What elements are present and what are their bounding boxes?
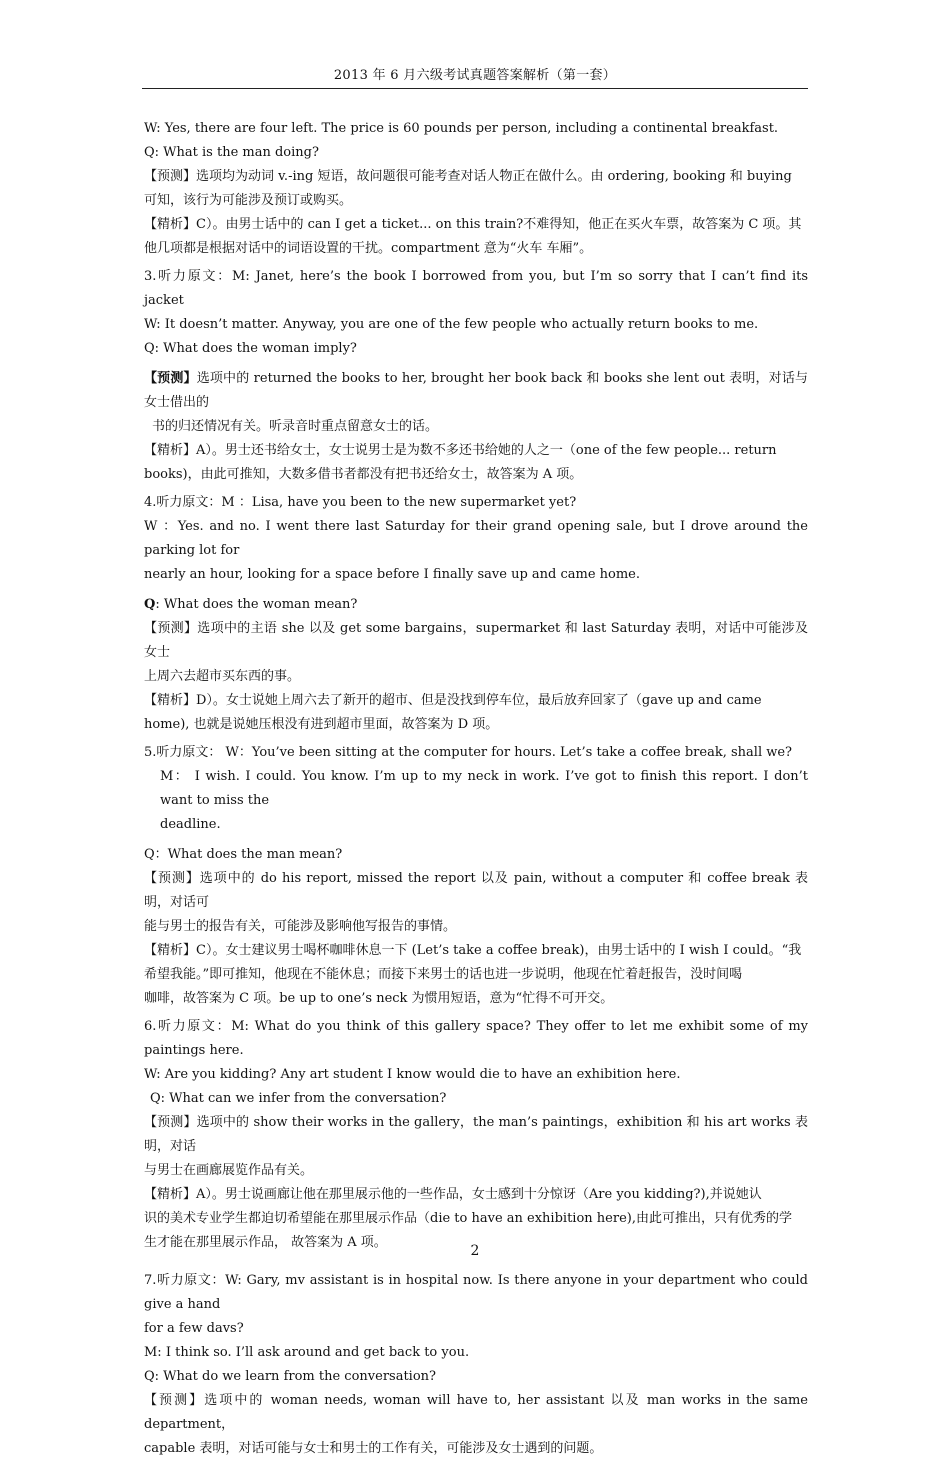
question-line: Q：What does the man mean? bbox=[144, 847, 343, 862]
analysis-line: 生才能在那里展示作品， 故答案为 A 项。 bbox=[144, 1235, 387, 1250]
dialogue-line: W: Are you kidding? Any art student I know would die to have an exhibition here. bbox=[144, 1067, 681, 1082]
question-line: Q: What does the woman imply? bbox=[144, 341, 357, 356]
item-4-transcript: 4.听力原文：M ：Lisa, have you been to the new supermarket yet? bbox=[144, 495, 577, 510]
dialogue-line: W ：Yes. and no. I went there last Saturday for their grand opening sale, but I drove around the parking lot for bbox=[144, 519, 808, 558]
analysis-line: 【精析】C）。女士建议男士喝杯咖啡休息一下 (Let’s take a coffee break)，由男士话中的 I wish I could。“我 bbox=[144, 943, 802, 958]
prediction-line: 能与男士的报告有关，可能涉及影响他写报告的事情。 bbox=[144, 919, 457, 934]
dialogue-line: W: Yes, there are four left. The price is 60 pounds per person, including a continental breakfast. bbox=[144, 121, 779, 136]
prediction-line: 【预测】选项中的 woman needs, woman will have to, her assistant 以及 man works in the same department， bbox=[144, 1393, 808, 1432]
analysis-line: 咖啡，故答案为 C 项。be up to one’s neck 为惯用短语，意为“忙得不可开交。 bbox=[144, 991, 614, 1006]
prediction-line: 上周六去超市买东西的事。 bbox=[144, 669, 301, 684]
prediction-line: 与男士在画廊展览作品有关。 bbox=[144, 1163, 314, 1178]
analysis-line: 【精析】A）。男士说画廊让他在那里展示他的一些作品，女士感到十分惊讶（Are you kidding?),并说她认 bbox=[144, 1187, 762, 1202]
item-7-transcript: 7.听力原文：W: Gary, mv assistant is in hospital now. Is there anyone in your department who could give a hand bbox=[144, 1273, 808, 1312]
analysis-line: 【精析】C）。由男士话中的 can I get a ticket... on this train?不难得知，他正在买火车票，故答案为 C 项。其 bbox=[144, 217, 802, 232]
analysis-line: home), 也就是说她压根没有进到超市里面，故答案为 D 项。 bbox=[144, 717, 499, 732]
prediction-line: 【预测】选项均为动词 v.-ing 短语，故问题很可能考查对话人物正在做什么。由 ordering, booking 和 buying bbox=[144, 169, 792, 184]
document-body bbox=[144, 117, 808, 1461]
analysis-line: 【精析】D）。女士说她上周六去了新开的超市、但是没找到停车位，最后放弃回家了（gave up and came bbox=[144, 693, 762, 708]
analysis-line: 识的美术专业学生都迫切希望能在那里展示作品（die to have an exhibition here),由此可推出，只有优秀的学 bbox=[144, 1211, 792, 1226]
prediction-line: 可知，该行为可能涉及预订或购买。 bbox=[144, 193, 353, 208]
dialogue-line: nearly an hour, looking for a space before I finally save up and came home. bbox=[144, 567, 641, 582]
prediction-tag: 【预测】 bbox=[144, 371, 197, 386]
dialogue-line: for a few davs? bbox=[144, 1321, 244, 1336]
prediction-line: 【预测】选项中的 show their works in the gallery，the man’s paintings，exhibition 和 his art works 表明，对话 bbox=[144, 1115, 808, 1154]
dialogue-line: deadline. bbox=[160, 817, 221, 832]
item-3-transcript: 3.听力原文：M: Janet, here’s the book I borrowed from you, but I’m so sorry that I can’t find its jacket bbox=[144, 269, 808, 308]
question-line: Q: What can we infer from the conversation? bbox=[150, 1091, 447, 1106]
analysis-line: 【精析】A）。男士还书给女士，女士说男士是为数不多还书给她的人之一（one of the few people... return bbox=[144, 443, 777, 458]
dialogue-line: W: It doesn’t matter. Anyway, you are one of the few people who actually return books to me. bbox=[144, 317, 759, 332]
prediction-line: capable 表明，对话可能与女士和男士的工作有关，可能涉及女士遇到的问题。 bbox=[144, 1441, 603, 1456]
question-line: Q: What is the man doing? bbox=[144, 145, 319, 160]
prediction-line: 【预测】选项中的主语 she 以及 get some bargains，supermarket 和 last Saturday 表明，对话中可能涉及女士 bbox=[144, 621, 808, 660]
question-line: Q: What do we learn from the conversation? bbox=[144, 1369, 437, 1384]
question-line: Q: What does the woman mean? bbox=[144, 597, 358, 612]
dialogue-line: M： I wish. I could. You know. I’m up to my neck in work. I’ve got to finish this report. I don’t want to miss the bbox=[160, 769, 808, 808]
analysis-line: books)，由此可推知，大数多借书者都没有把书还给女士，故答案为 A 项。 bbox=[144, 467, 583, 482]
prediction-line: 【预测】选项中的 do his report, missed the report 以及 pain, without a computer 和 coffee break 表明，对话可 bbox=[144, 871, 808, 910]
analysis-line: 他几项都是根据对话中的词语设置的干扰。compartment 意为“火车 车厢”。 bbox=[144, 241, 593, 256]
item-6-transcript: 6.听力原文：M: What do you think of this gallery space? They offer to let me exhibit some of my paintings here. bbox=[144, 1019, 808, 1058]
analysis-line: 希望我能。”即可推知，他现在不能休息；而接下来男士的话也进一步说明，他现在忙着赶报告，没时间喝 bbox=[144, 967, 743, 982]
dialogue-line: M: I think so. I’ll ask around and get back to you. bbox=[144, 1345, 470, 1360]
page-number: 2 bbox=[470, 1243, 480, 1259]
header-divider bbox=[142, 88, 808, 89]
prediction-line bbox=[144, 367, 808, 415]
prediction-text: 选项中的 returned the books to her, brought her book back 和 books she lent out 表明，对话与女士借出的 bbox=[144, 371, 808, 410]
item-5-transcript: 5.听力原文： W：You’ve been sitting at the computer for hours. Let’s take a coffee break, shall we? bbox=[144, 745, 793, 760]
page-header: 2013 年 6 月六级考试真题答案解析（第一套） bbox=[333, 68, 617, 83]
prediction-line: 书的归还情况有关。听录音时重点留意女士的话。 bbox=[152, 419, 439, 434]
